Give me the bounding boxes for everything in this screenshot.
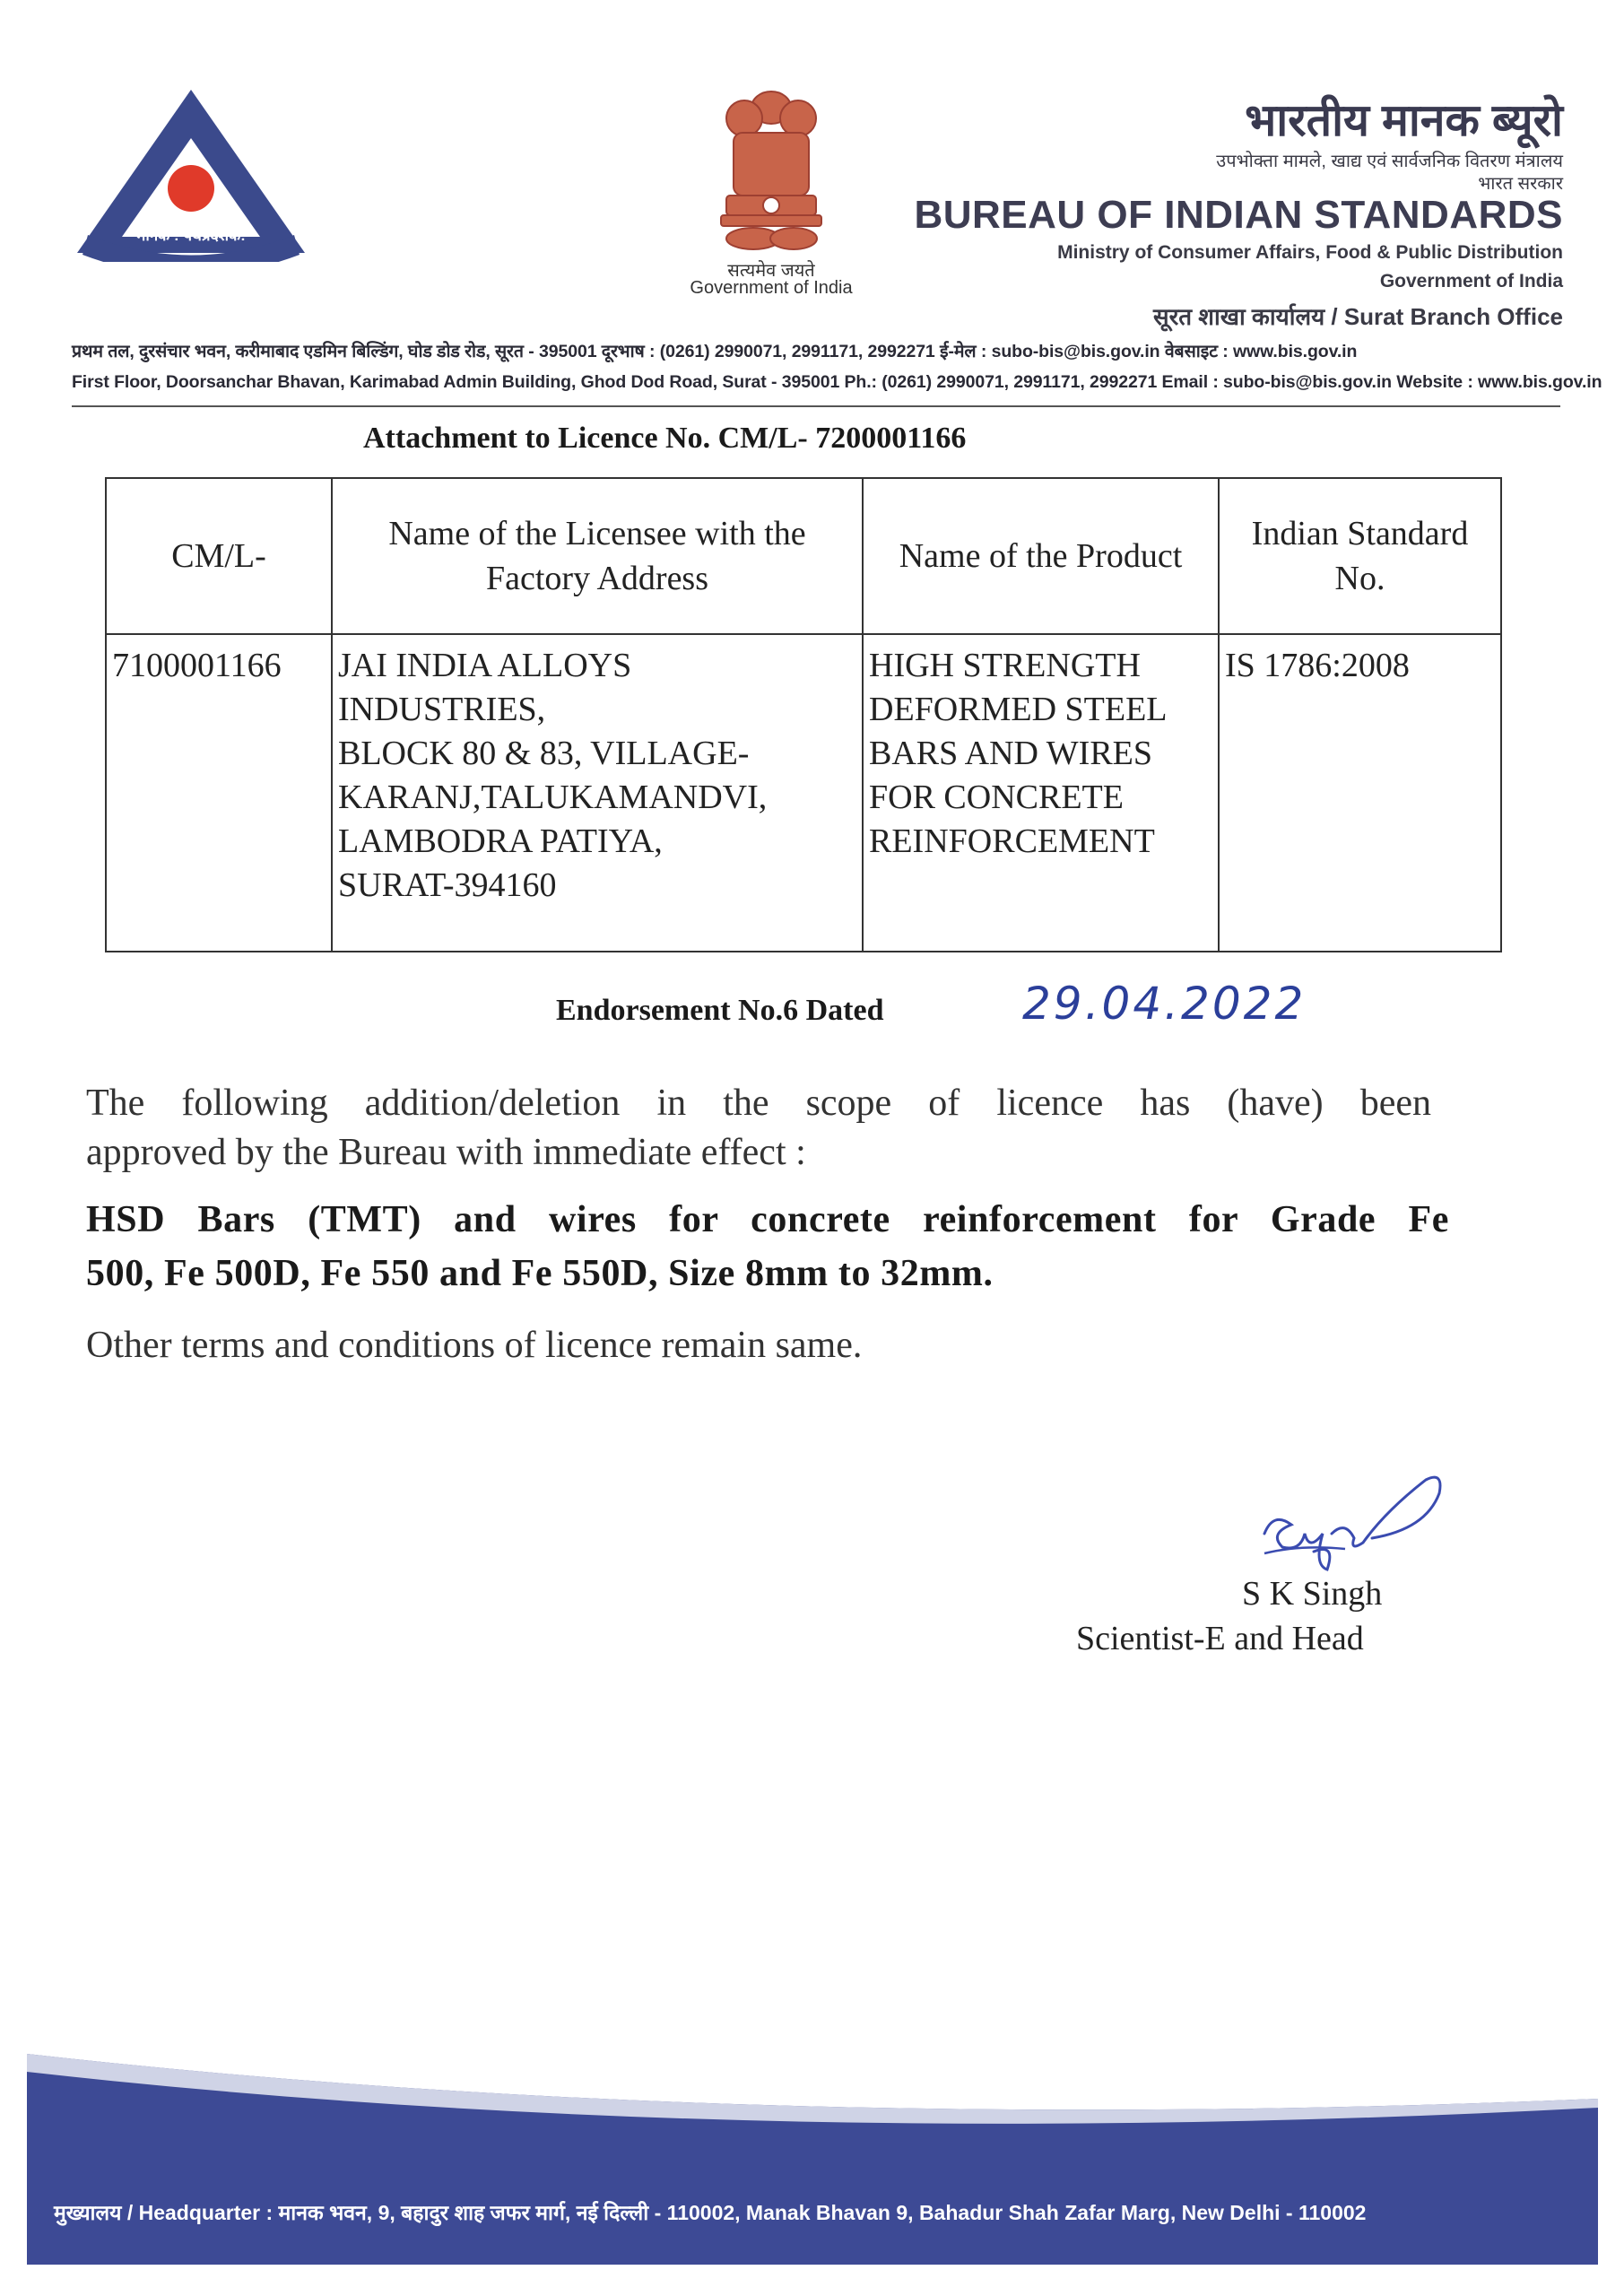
licensee-line: KARANJ,TALUKAMANDVI, [338,778,768,816]
org-name-hindi: भारतीय मानक ब्यूरो [1245,95,1563,145]
licensee-line: SURAT-394160 [338,866,557,904]
endorsement-date: 29.04.2022 [1022,978,1307,1030]
emblem-caption: Government of India [690,278,853,298]
footer-band [27,2036,1598,2265]
header-divider [72,405,1560,407]
signatory-name: S K Singh [1242,1575,1383,1613]
govt-hindi: भारत सरकार [1478,174,1563,194]
product-line: DEFORMED STEEL [869,691,1168,728]
address-hindi: प्रथम तल, दुरसंचार भवन, करीमाबाद एडमिन बिल्डिंग, घोड डोड रोड, सूरत - 395001 दूरभाष : (0261) 2990071, 2991171, 2992271 ई-मेल : subo-bis@bis.gov.in वेबसाइट : www.bis.gov.in [72,342,1358,361]
licensee-line: LAMBODRA PATIYA, [338,822,663,860]
col-header-licensee: Name of the Licensee with the Factory Address [332,478,863,634]
licensee-line: BLOCK 80 & 83, VILLAGE- [338,735,750,772]
scope-paragraph-line-2: approved by the Bureau with immediate effect : [86,1132,806,1173]
national-emblem-icon [690,81,852,260]
table-row [106,634,1501,952]
scope-paragraph-line-1: The following addition/deletion in the scope of licence has (have) been [86,1083,1431,1124]
scope-text [86,1193,1449,1300]
org-name: BUREAU OF INDIAN STANDARDS [914,193,1563,237]
endorsement-label: Endorsement No.6 Dated [556,994,884,1027]
scope-line: HSD Bars (TMT) and wires for concrete reinforcement for Grade Fe [86,1199,1449,1240]
col-header-cml: CM/L- [106,478,332,634]
cell-licensee [332,634,863,952]
product-line: BARS AND WIRES [869,735,1153,772]
col-header-standard: Indian Standard No. [1219,478,1501,634]
product-line: FOR CONCRETE [869,778,1124,816]
closing-paragraph: Other terms and conditions of licence remain same. [86,1325,863,1366]
branch-office: सूरत शाखा कार्यालय / Surat Branch Office [1153,303,1563,330]
emblem-motto: सत्यमेव जयते [727,261,815,281]
cell-product [863,634,1219,952]
licensee-line: INDUSTRIES, [338,691,546,728]
bis-logo [70,83,312,262]
signatory-title: Scientist-E and Head [1076,1620,1364,1657]
ministry-name: Ministry of Consumer Affairs, Food & Public Distribution [1057,242,1563,263]
govt-name: Government of India [1379,271,1563,291]
cell-cml: 7100001166 [106,634,332,952]
col-header-product: Name of the Product [863,478,1219,634]
product-line: HIGH STRENGTH [869,647,1141,684]
attachment-title: Attachment to Licence No. CM/L- 7200001166 [363,422,967,455]
table-header-row [106,478,1501,634]
licence-table [105,477,1502,952]
product-line: REINFORCEMENT [869,822,1155,860]
licensee-line: JAI INDIA ALLOYS [338,647,632,684]
logo-motto: मानक : पथप्रदर्शक: [136,227,246,244]
address-english: First Floor, Doorsanchar Bhavan, Karimabad Admin Building, Ghod Dod Road, Surat - 395001 Ph.: (0261) 2990071, 2991171, 2992271 Email : subo-bis@bis.gov.in Website : www.bis.gov.in [72,372,1602,392]
cell-standard: IS 1786:2008 [1219,634,1501,952]
scope-line: 500, Fe 500D, Fe 550 and Fe 550D, Size 8mm to 32mm. [86,1253,994,1294]
footer-headquarter-address: मुख्यालय / Headquarter : मानक भवन, 9, बहादुर शाह जफर मार्ग, नई दिल्ली - 110002, Manak Bhavan 9, Bahadur Shah Zafar Marg, New Delhi - 110002 [54,2201,1367,2224]
ministry-hindi: उपभोक्ता मामले, खाद्य एवं सार्वजनिक वितरण मंत्रालय [1216,152,1563,171]
